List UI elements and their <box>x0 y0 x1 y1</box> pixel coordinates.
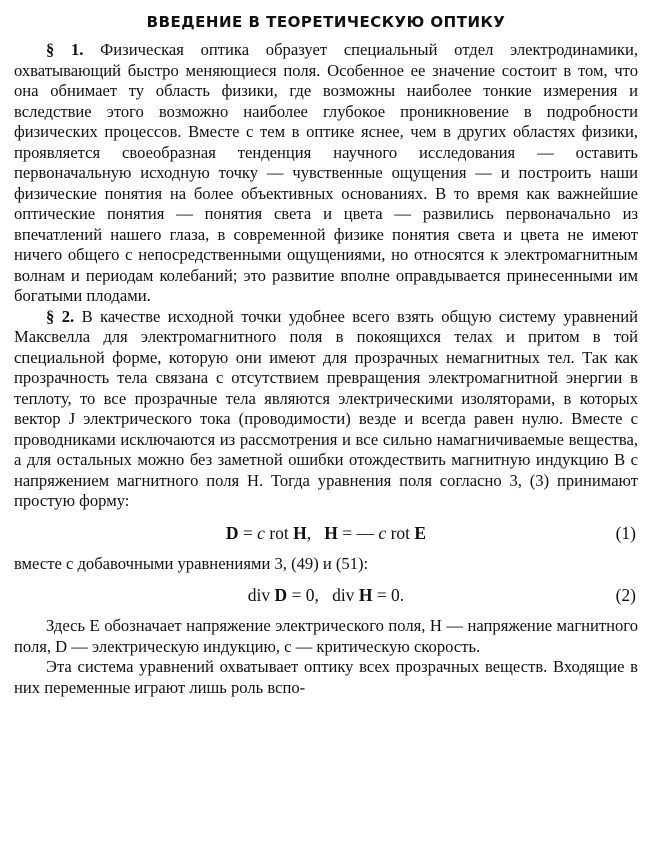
eq1-rot: rot <box>264 522 294 543</box>
section-1-marker: § 1. <box>46 40 84 59</box>
page-title: ВВЕДЕНИЕ В ТЕОРЕТИЧЕСКУЮ ОПТИКУ <box>146 13 506 31</box>
section-2-marker: § 2. <box>46 306 75 326</box>
eq1-equals-minus: = — <box>337 522 379 543</box>
paragraph-section-1 <box>14 40 638 307</box>
eq2-d: D <box>274 585 288 605</box>
eq1-comma: , <box>306 522 312 543</box>
equation-1-number: (1) <box>615 522 636 543</box>
eq2-zero-2: = 0. <box>372 585 405 605</box>
section-1-text: Физическая оптика образует специальный отдел электродинамики, охватывающий быстро меняющиеся поля. Особенное ее значение состоит в том, что она обнимает ту область физики, где возможны наиболее тонкие измерения и вследствие этого возможно наиболее глубокое проникновение в подробности физических процессов. Вместе с тем в оптике яснее, чем в других областях физики, проявляется своеобразная тенденция научного исследования — оставить первоначальную исходную точку — чувственные ощущения — и построить наши физические понятия на более объективных основаниях. В то время как важнейшие оптические понятия — понятия света и цвета — развились первоначально из впечатлений нашего глаза, в современной физике понятия света и цвета не имеют ничего общего с непосредственными ощущениями, но относятся к электромагнитным волнам и периодам колебаний; это развитие вполне оправдывается принесенными им богатыми плодами. <box>14 40 638 305</box>
eq1-c2: c <box>378 522 387 543</box>
eq1-e: E <box>414 522 427 543</box>
eq1-rot2: rot <box>386 522 415 543</box>
eq1-c: c <box>257 522 265 543</box>
eq2-h: H <box>358 585 373 605</box>
equation-2 <box>14 580 638 610</box>
eq1-h2: H <box>324 522 338 543</box>
eq1-equals: = <box>238 522 258 543</box>
mid-text: вместе с добавочными уравнениями 3, (49) и (51): <box>14 553 369 573</box>
equation-2-body <box>14 580 638 610</box>
eq1-d: D <box>225 522 239 543</box>
paragraph-definitions: Здесь E обозначает напряжение электрического поля, H — напряжение магнитного поля, D — электрическую индукцию, c — критическую скорость. <box>14 616 638 656</box>
paragraph-section-2 <box>14 307 638 512</box>
paragraph-continuation: Эта система уравнений охватывает оптику всех прозрачных веществ. Входящие в них переменные играют лишь роль вспо- <box>14 657 638 697</box>
equation-1-body <box>14 518 638 548</box>
eq2-div: div <box>247 585 275 605</box>
equation-1 <box>14 518 638 548</box>
section-2-text: В качестве исходной точки удобнее всего взять общую систему уравнений Максвелла для электромагнитного поля в покоящихся телах и притом в той специальной форме, которую они имеют для прозрачных немагнитных тел. Так как прозрачность тела связана с отсутствием превращения электромагнитной энергии в теплоту, то все прозрачные тела являются электрическими изоляторами, в которых вектор J электрического тока (проводимости) везде и всегда равен нулю. Вместе с проводниками исключаются из рассмотрения и все сильно намагничиваемые вещества, а для остальных можно без заметной ошибки отождествить магнитную индукцию B с напряжением магнитного поля H. Тогда уравнения поля согласно 3, (3) принимают простую форму: <box>14 306 638 510</box>
eq2-zero-1: = 0, <box>287 585 319 605</box>
eq1-h: H <box>293 522 307 543</box>
equation-2-number: (2) <box>615 585 636 605</box>
eq2-div2: div <box>332 585 359 605</box>
